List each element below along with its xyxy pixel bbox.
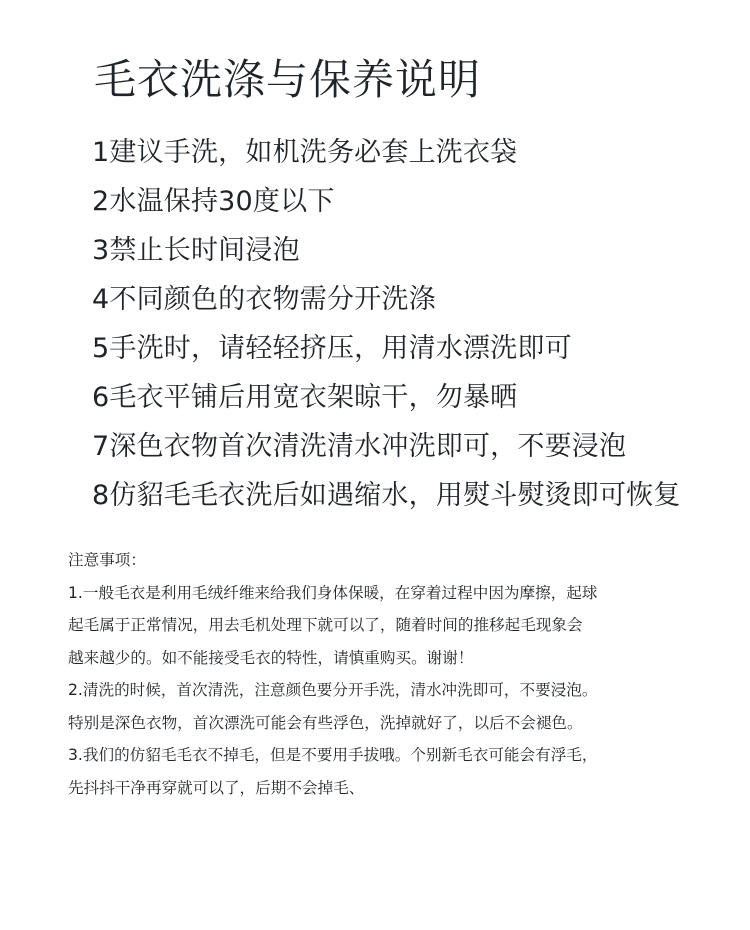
instruction-item: 1建议手洗，如机洗务必套上洗衣袋	[92, 137, 518, 168]
notes-line: 1.一般毛衣是利用毛绒纤维来给我们身体保暖，在穿着过程中因为摩擦，起球	[68, 583, 598, 602]
notes-section	[68, 544, 718, 804]
notes-line: 起毛属于正常情况，用去毛机处理下就可以了，随着时间的推移起毛现象会	[68, 616, 583, 634]
page-title: 毛衣洗涤与保养说明	[94, 55, 482, 104]
instruction-item: 6毛衣平铺后用宽衣架晾干，勿暴晒	[92, 382, 518, 413]
instruction-item: 4不同颜色的衣物需分开洗涤	[92, 284, 436, 315]
instruction-item: 7深色衣物首次清洗清水冲洗即可，不要浸泡	[92, 431, 627, 462]
notes-line: 特别是深色衣物，首次漂洗可能会有些浮色，洗掉就好了，以后不会褪色。	[68, 713, 583, 732]
instruction-item: 2水温保持30度以下	[92, 186, 335, 217]
notes-line: 越来越少的。如不能接受毛衣的特性，请慎重购买。谢谢！	[68, 648, 474, 667]
instruction-item: 5手洗时，请轻轻挤压，用清水漂洗即可	[92, 333, 572, 364]
instruction-item: 8仿貂毛毛衣洗后如遇缩水，用熨斗熨烫即可恢复	[92, 480, 681, 511]
notes-line: 3.我们的仿貂毛毛衣不掉毛，但是不要用手拔哦。个别新毛衣可能会有浮毛，	[68, 746, 598, 764]
instruction-item: 3禁止长时间浸泡	[92, 235, 300, 266]
notes-line: 2.清洗的时候，首次清洗，注意颜色要分开手洗，清水冲洗即可，不要浸泡。	[68, 681, 598, 699]
notes-heading: 注意事项：	[68, 551, 146, 569]
notes-line: 先抖抖干净再穿就可以了，后期不会掉毛、	[68, 778, 365, 797]
care-instructions-list	[92, 128, 681, 520]
